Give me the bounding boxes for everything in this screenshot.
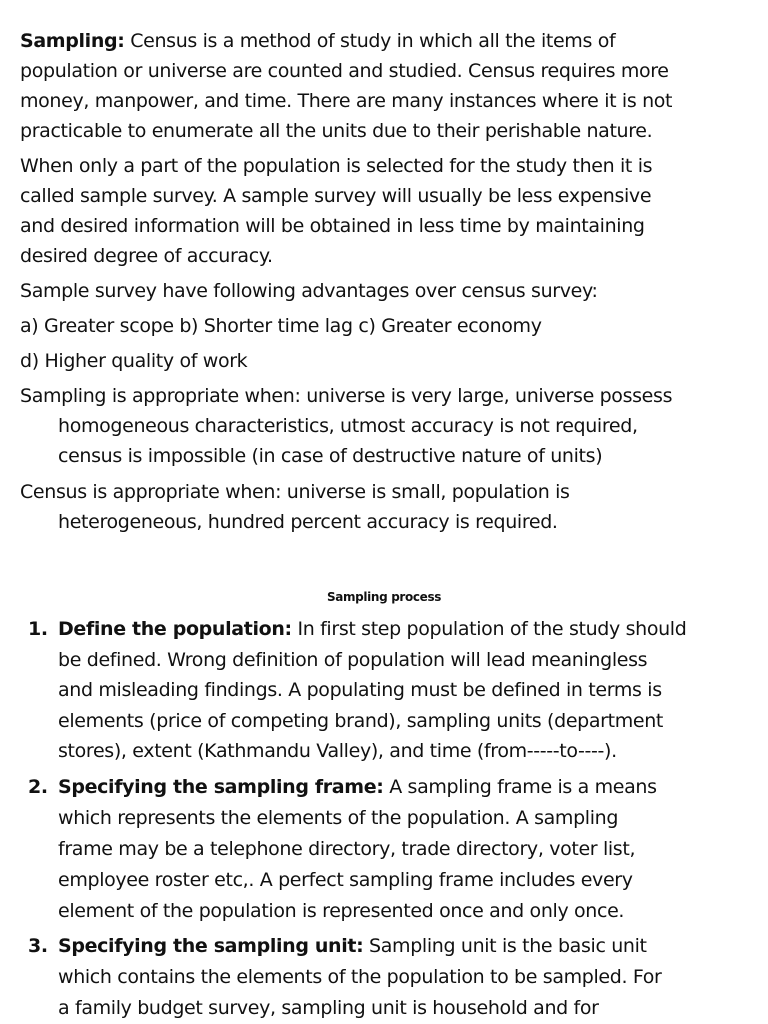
intro-line-5: When only a part of the population is selected for the study then it is <box>20 155 653 177</box>
step-1-line-4: elements (price of competing brand), sampling units (department <box>58 710 664 732</box>
intro-line-6: called sample survey. A sample survey will usually be less expensive <box>20 185 652 207</box>
intro-line-7: and desired information will be obtained in less time by maintaining <box>20 215 645 237</box>
step-1-line-3: and misleading findings. A populating must be defined in terms is <box>58 679 662 701</box>
intro-text: Census is a method of study in which all the items of <box>124 30 616 52</box>
sampling-appropriate-line-2: homogeneous characteristics, utmost accuracy is not required, <box>58 415 638 437</box>
step-1-text: In first step population of the study should <box>291 618 687 640</box>
step-1-line-1 <box>58 614 686 644</box>
census-appropriate-line-1: Census is appropriate when: universe is small, population is <box>20 481 570 503</box>
step-1-line-2: be defined. Wrong definition of population will lead meaningless <box>58 649 648 671</box>
step-2-title: Specifying the sampling frame: <box>58 776 384 798</box>
intro-line-3: money, manpower, and time. There are many instances where it is not <box>20 90 673 112</box>
step-3-number <box>28 931 48 961</box>
step-2-num: 2. <box>28 776 48 798</box>
step-3-line-3: a family budget survey, sampling unit is household and for <box>58 997 599 1019</box>
step-3-title: Specifying the sampling unit: <box>58 935 364 957</box>
step-2-line-2: which represents the elements of the population. A sampling <box>58 807 619 829</box>
step-2-line-1 <box>58 772 657 802</box>
sampling-appropriate-line-3: census is impossible (in case of destructive nature of units) <box>58 445 603 467</box>
advantages-list-1: a) Greater scope b) Shorter time lag c) Greater economy <box>20 315 542 337</box>
intro-line-4: practicable to enumerate all the units due to their perishable nature. <box>20 120 653 142</box>
step-1-number <box>28 614 48 644</box>
sampling-label: Sampling: <box>20 30 125 52</box>
step-2-text: A sampling frame is a means <box>383 776 657 798</box>
step-1-line-5: stores), extent (Kathmandu Valley), and time (from-----to----). <box>58 740 617 762</box>
advantages-list-2: d) Higher quality of work <box>20 350 248 372</box>
step-2-line-3: frame may be a telephone directory, trade directory, voter list, <box>58 838 636 860</box>
step-3-num: 3. <box>28 935 48 957</box>
step-2-line-5: element of the population is represented once and only once. <box>58 900 625 922</box>
step-2-number <box>28 772 48 802</box>
step-1-title: Define the population: <box>58 618 292 640</box>
census-appropriate-line-2: heterogeneous, hundred percent accuracy is required. <box>58 511 558 533</box>
sampling-appropriate-line-1: Sampling is appropriate when: universe is very large, universe possess <box>20 385 673 407</box>
step-2-line-4: employee roster etc,. A perfect sampling frame includes every <box>58 869 633 891</box>
intro-line-1 <box>20 26 615 56</box>
intro-line-2: population or universe are counted and studied. Census requires more <box>20 60 669 82</box>
step-1-num: 1. <box>28 618 48 640</box>
section-heading: Sampling process <box>326 590 442 604</box>
advantages-intro: Sample survey have following advantages over census survey: <box>20 280 598 302</box>
step-3-text: Sampling unit is the basic unit <box>363 935 647 957</box>
intro-line-8: desired degree of accuracy. <box>20 245 273 267</box>
step-3-line-2: which contains the elements of the population to be sampled. For <box>58 966 662 988</box>
step-3-line-1 <box>58 931 647 961</box>
